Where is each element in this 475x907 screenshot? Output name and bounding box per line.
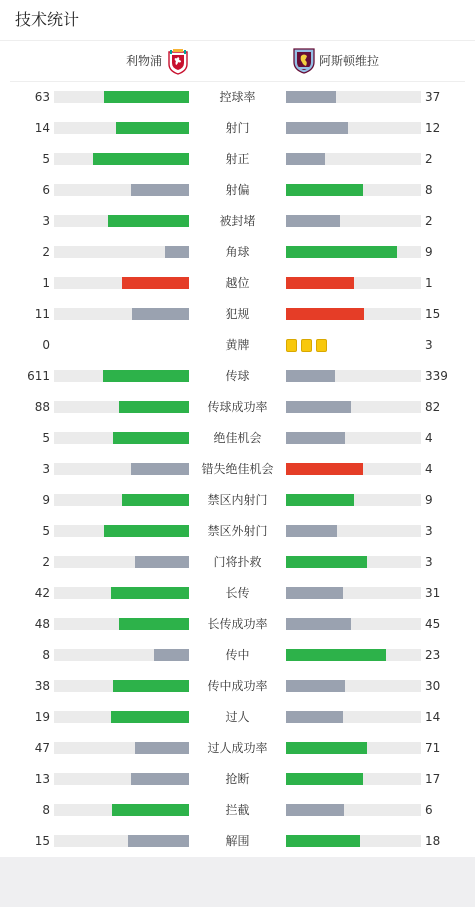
home-stat-bar <box>54 587 189 599</box>
away-bar-fill <box>286 618 351 630</box>
away-bar-fill <box>286 556 367 568</box>
home-stat-bar <box>54 122 189 134</box>
home-bar-fill <box>104 525 189 537</box>
stat-label: 传球 <box>225 369 250 383</box>
home-stat-value: 8 <box>42 648 50 662</box>
home-stat-value: 11 <box>34 307 50 321</box>
stat-label: 射门 <box>225 121 250 135</box>
stat-row <box>0 826 475 857</box>
home-stat-value: 8 <box>42 803 50 817</box>
stat-label: 黄牌 <box>225 338 250 352</box>
away-bar-fill <box>286 246 397 258</box>
away-bar-fill <box>286 742 367 754</box>
yellow-card-icon <box>316 339 327 352</box>
away-stat-value: 17 <box>425 772 441 786</box>
home-stat-bar <box>54 277 189 289</box>
home-bar-fill <box>135 556 189 568</box>
stat-row <box>0 268 475 299</box>
home-stat-value: 42 <box>34 586 50 600</box>
home-stat-value: 63 <box>34 90 50 104</box>
home-bar-fill <box>104 91 189 103</box>
away-stat-bar <box>286 246 421 258</box>
away-stat-value: 30 <box>425 679 441 693</box>
away-bar-fill <box>286 277 354 289</box>
away-bar-fill <box>286 773 363 785</box>
away-bar-fill <box>286 153 325 165</box>
home-stat-value: 1 <box>42 276 50 290</box>
away-bar-fill <box>286 401 351 413</box>
away-bar-fill <box>286 711 343 723</box>
away-bar-fill <box>286 804 344 816</box>
away-stat-value: 18 <box>425 834 441 848</box>
away-stat-value: 2 <box>425 214 433 228</box>
home-stat-bar <box>54 91 189 103</box>
home-stat-bar <box>54 308 189 320</box>
away-stat-bar <box>286 91 421 103</box>
home-bar-fill <box>131 463 189 475</box>
home-bar-fill <box>122 494 190 506</box>
home-bar-fill <box>131 184 189 196</box>
home-team-name: 利物浦 <box>125 54 162 68</box>
home-stat-value: 47 <box>34 741 50 755</box>
home-stat-value: 2 <box>42 555 50 569</box>
stat-label: 越位 <box>225 276 250 290</box>
home-bar-fill <box>111 587 189 599</box>
away-stat-value: 12 <box>425 121 441 135</box>
stat-row <box>0 206 475 237</box>
home-bar-fill <box>112 804 189 816</box>
away-bar-fill <box>286 835 360 847</box>
away-stat-bar <box>286 773 421 785</box>
home-bar-fill <box>128 835 189 847</box>
stat-label: 传中成功率 <box>207 679 268 693</box>
stat-label: 错失绝佳机会 <box>201 462 274 476</box>
away-stat-bar <box>286 308 421 320</box>
home-stat-bar <box>54 494 189 506</box>
away-bar-fill <box>286 525 337 537</box>
stat-row <box>0 702 475 733</box>
home-stat-bar <box>54 773 189 785</box>
home-stat-value: 88 <box>34 400 50 414</box>
away-stat-bar <box>286 494 421 506</box>
home-bar-fill <box>113 432 189 444</box>
away-stat-value: 6 <box>425 803 433 817</box>
stat-row <box>0 299 475 330</box>
home-stat-value: 9 <box>42 493 50 507</box>
stats-list <box>0 82 475 857</box>
stat-label: 传中 <box>225 648 250 662</box>
home-stat-value: 5 <box>42 152 50 166</box>
home-stat-bar <box>54 835 189 847</box>
home-bar-fill <box>93 153 189 165</box>
away-stat-value: 4 <box>425 431 433 445</box>
stat-label: 射偏 <box>225 183 250 197</box>
home-stat-bar <box>54 215 189 227</box>
home-bar-fill <box>154 649 189 661</box>
away-bar-fill <box>286 184 363 196</box>
away-team-name: 阿斯顿维拉 <box>319 54 380 68</box>
stat-row <box>0 578 475 609</box>
stat-row <box>0 82 475 113</box>
away-stat-value: 4 <box>425 462 433 476</box>
home-bar-fill <box>132 308 189 320</box>
home-stat-bar <box>54 711 189 723</box>
away-bar-fill <box>286 494 354 506</box>
away-bar-fill <box>286 432 345 444</box>
home-stat-value: 6 <box>42 183 50 197</box>
home-stat-value: 38 <box>34 679 50 693</box>
away-stat-value: 71 <box>425 741 441 755</box>
home-stat-value: 19 <box>34 710 50 724</box>
away-stat-value: 15 <box>425 307 441 321</box>
home-stat-bar <box>54 618 189 630</box>
stat-row <box>0 423 475 454</box>
panel-title: 技术统计 <box>15 10 80 29</box>
yellow-card-icon <box>301 339 312 352</box>
away-stat-value: 37 <box>425 90 441 104</box>
home-stat-value: 14 <box>34 121 50 135</box>
away-bar-fill <box>286 649 386 661</box>
stat-row <box>0 144 475 175</box>
away-stat-bar <box>286 618 421 630</box>
away-stat-bar <box>286 215 421 227</box>
home-stat-bar <box>54 153 189 165</box>
home-bar-fill <box>113 680 189 692</box>
away-stat-bar <box>286 649 421 661</box>
away-stat-bar <box>286 122 421 134</box>
away-stat-value: 8 <box>425 183 433 197</box>
home-bar-fill <box>165 246 189 258</box>
home-bar-fill <box>103 370 189 382</box>
home-stat-value: 611 <box>27 369 50 383</box>
home-bar-fill <box>135 742 189 754</box>
away-bar-fill <box>286 463 363 475</box>
stat-row <box>0 795 475 826</box>
home-bar-fill <box>116 122 189 134</box>
away-stat-bar <box>286 680 421 692</box>
away-stat-bar <box>286 556 421 568</box>
home-stat-value: 15 <box>34 834 50 848</box>
home-stat-bar <box>54 463 189 475</box>
away-stat-value: 339 <box>425 369 448 383</box>
home-stat-bar <box>54 649 189 661</box>
home-stat-value: 5 <box>42 524 50 538</box>
stat-label: 禁区外射门 <box>207 524 268 538</box>
away-stat-bar <box>286 835 421 847</box>
stat-label: 犯规 <box>225 307 250 321</box>
stat-label: 角球 <box>225 245 250 259</box>
liverpool-crest-icon <box>167 49 189 75</box>
away-stat-value: 14 <box>425 710 441 724</box>
stat-row <box>0 361 475 392</box>
away-stat-bar <box>286 401 421 413</box>
home-stat-value: 2 <box>42 245 50 259</box>
away-stat-value: 3 <box>425 524 433 538</box>
home-stat-value: 3 <box>42 462 50 476</box>
away-stat-bar <box>286 525 421 537</box>
stat-label: 被封堵 <box>219 214 256 228</box>
home-stat-bar <box>54 246 189 258</box>
away-stat-value: 3 <box>425 338 433 352</box>
stat-label: 拦截 <box>225 803 250 817</box>
home-bar-fill <box>119 401 189 413</box>
away-bar-fill <box>286 122 348 134</box>
home-stat-bar <box>54 680 189 692</box>
stat-row <box>0 547 475 578</box>
home-stat-bar <box>54 370 189 382</box>
stat-row <box>0 516 475 547</box>
home-stat-bar <box>54 432 189 444</box>
stat-label: 射正 <box>225 152 250 166</box>
stat-row <box>0 640 475 671</box>
away-stat-bar <box>286 742 421 754</box>
home-stat-value: 48 <box>34 617 50 631</box>
away-stat-bar <box>286 432 421 444</box>
stat-label: 绝佳机会 <box>213 431 262 445</box>
stat-label: 过人 <box>225 710 250 724</box>
away-stat-bar <box>286 370 421 382</box>
away-stat-bar <box>286 277 421 289</box>
stat-label: 传球成功率 <box>207 400 268 414</box>
stat-label: 解围 <box>225 834 250 848</box>
away-bar-fill <box>286 370 335 382</box>
stat-label: 禁区内射门 <box>207 493 268 507</box>
home-stat-bar <box>54 742 189 754</box>
stat-row <box>0 485 475 516</box>
away-stat-value: 9 <box>425 245 433 259</box>
stat-row <box>0 764 475 795</box>
away-stat-value: 82 <box>425 400 441 414</box>
away-stat-bar <box>286 711 421 723</box>
away-stat-bar <box>286 804 421 816</box>
home-stat-value: 0 <box>42 338 50 352</box>
home-bar-fill <box>122 277 190 289</box>
stat-label: 过人成功率 <box>207 741 268 755</box>
stat-row <box>0 454 475 485</box>
home-stat-bar <box>54 401 189 413</box>
away-stat-value: 9 <box>425 493 433 507</box>
aston-villa-crest-icon <box>293 48 315 74</box>
stat-row <box>0 113 475 144</box>
home-bar-fill <box>131 773 189 785</box>
away-stat-bar <box>286 184 421 196</box>
away-stat-bar <box>286 587 421 599</box>
away-stat-value: 3 <box>425 555 433 569</box>
away-stat-value: 23 <box>425 648 441 662</box>
away-stat-value: 45 <box>425 617 441 631</box>
away-yellow-cards <box>286 339 331 352</box>
home-stat-value: 3 <box>42 214 50 228</box>
stat-label: 控球率 <box>219 90 256 104</box>
home-stat-bar <box>54 525 189 537</box>
away-stat-value: 31 <box>425 586 441 600</box>
stat-row <box>0 671 475 702</box>
away-bar-fill <box>286 215 340 227</box>
yellow-card-icon <box>286 339 297 352</box>
home-stat-bar <box>54 184 189 196</box>
home-bar-fill <box>108 215 189 227</box>
home-bar-fill <box>119 618 189 630</box>
away-stat-bar <box>286 153 421 165</box>
stat-label: 抢断 <box>225 772 250 786</box>
away-stat-bar <box>286 463 421 475</box>
home-stat-value: 5 <box>42 431 50 445</box>
home-stat-value: 13 <box>34 772 50 786</box>
stat-label: 长传成功率 <box>207 617 268 631</box>
home-bar-fill <box>111 711 189 723</box>
stat-row <box>0 733 475 764</box>
away-stat-value: 1 <box>425 276 433 290</box>
stat-label: 长传 <box>225 586 250 600</box>
away-bar-fill <box>286 680 345 692</box>
home-stat-bar <box>54 804 189 816</box>
stat-label: 门将扑救 <box>213 555 262 569</box>
away-bar-fill <box>286 587 343 599</box>
away-bar-fill <box>286 91 336 103</box>
team-header <box>0 41 475 81</box>
home-stat-bar <box>54 556 189 568</box>
away-stat-value: 2 <box>425 152 433 166</box>
stat-row <box>0 175 475 206</box>
stat-row <box>0 392 475 423</box>
stat-row <box>0 330 475 361</box>
stat-row <box>0 237 475 268</box>
away-bar-fill <box>286 308 364 320</box>
stat-row <box>0 609 475 640</box>
